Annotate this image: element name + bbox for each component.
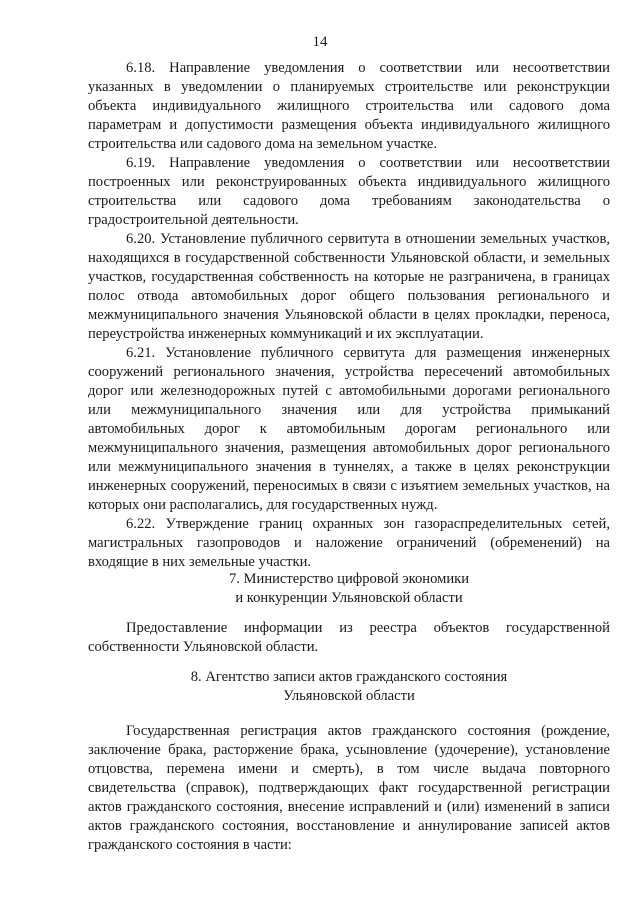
items-6-18-to-6-22	[88, 59, 610, 572]
section-7-heading-line2: и конкуренции Ульяновской области	[235, 590, 463, 606]
section-7-heading	[88, 570, 610, 608]
paragraph-6-18: 6.18. Направление уведомления о соответствии или несоответствии указанных в уведомлении о планируемых строительстве или реконструкции объекта индивидуального жилищного строительства или садового дома параметрам и допустимости размещения объекта индивидуального жилищного строительства или садового дома на земельном участке.	[88, 60, 610, 152]
section-7-heading-line1: 7. Министерство цифровой экономики	[228, 571, 470, 587]
section-7-paragraph: Предоставление информации из реестра объектов государственной собственности Ульяновской области.	[88, 620, 610, 655]
paragraph-6-22: 6.22. Утверждение границ охранных зон газораспределительных сетей, магистральных газопроводов и наложение ограничений (обременений) на входящие в них земельные участки.	[88, 516, 610, 570]
paragraph-6-21: 6.21. Установление публичного сервитута для размещения инженерных сооружений регионального значения, устройства пересечений автомобильных дорог или железнодорожных путей с автомобильными дорогами регионального или межмуниципального значения или для устройства примыканий автомобильных дорог к автомобильным дорогам регионального или межмуниципального значения, размещения автомобильных дорог регионального или межмуниципального значения в туннелях, а также в целях реконструкции инженерных сооружений, переносимых в связи с изъятием земельных участков, на которых они располагались, для государственных нужд.	[88, 345, 610, 513]
section-8-heading-line2: Ульяновской области	[283, 688, 415, 704]
section-7-body	[88, 619, 610, 657]
section-8-paragraph: Государственная регистрация актов гражданского состояния (рождение, заключение брака, расторжение брака, усыновление (удочерение), установление отцовства, перемена имени и смерть), в том числе выдача повторного свидетельства (справок), подтверждающих факт государственной регистрации актов гражданского состояния, внесение исправлений и (или) изменений в записи актов гражданского состояния, восстановление и аннулирование записей актов гражданского состояния в части:	[88, 723, 610, 853]
paragraph-6-19: 6.19. Направление уведомления о соответствии или несоответствии построенных или реконструированных объекта индивидуального жилищного строительства или садового дома требованиям законодательства о градостроительной деятельности.	[88, 155, 610, 228]
section-8-heading	[88, 668, 610, 706]
page-number: 14	[312, 34, 328, 50]
section-8-body	[88, 722, 610, 855]
paragraph-6-20: 6.20. Установление публичного сервитута в отношении земельных участков, находящихся в государственной собственности Ульяновской области, и земельных участков, государственная собственность на которые не разграничена, в границах полос отвода автомобильных дорог общего пользования регионального и межмуниципального значения Ульяновской области в целях прокладки, переноса, переустройства инженерных коммуникаций и их эксплуатации.	[88, 231, 610, 342]
section-8-heading-line1: 8. Агентство записи актов гражданского состояния	[190, 669, 508, 685]
